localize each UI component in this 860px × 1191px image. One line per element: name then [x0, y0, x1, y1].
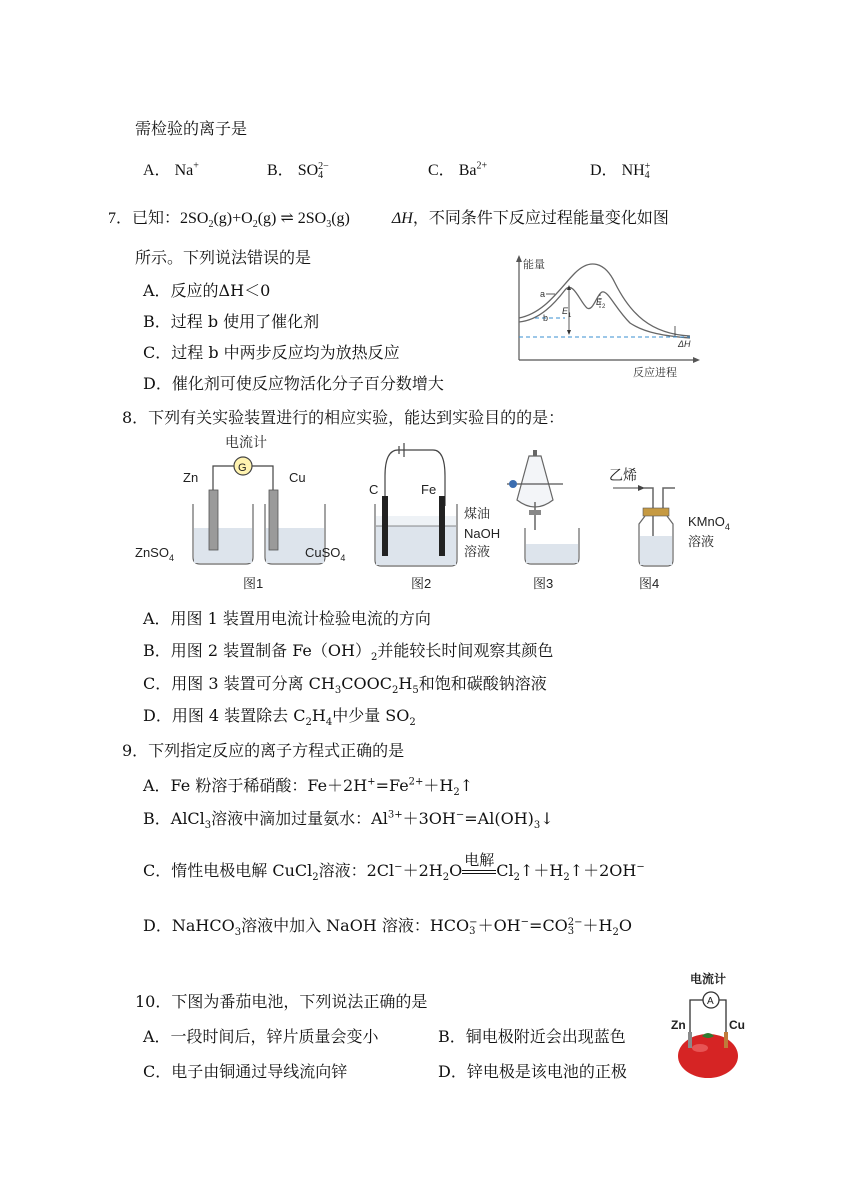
svg-text:E: E: [562, 306, 569, 316]
svg-text:电流计: 电流计: [690, 972, 727, 986]
q9-stem: 9．下列指定反应的离子方程式正确的是: [122, 741, 405, 760]
q7-option-b: B．过程 b 使用了催化剂: [143, 312, 320, 331]
q7-stem-line1: 7．已知：$2SO_2(g)+O_2(g)$ ⇌ $2SO_3(g)$ ΔH，不同条件下反应过程能量变化如图: [108, 210, 669, 231]
svg-text:图3: 图3: [533, 576, 554, 591]
svg-text:Cu: Cu: [289, 470, 306, 485]
q6-option-c: C． $Ba^{2+}$: [428, 160, 488, 179]
svg-text:Cu: Cu: [729, 1018, 745, 1032]
svg-text:图1: 图1: [243, 576, 264, 591]
q10-option-a: A．一段时间后，锌片质量会变小: [143, 1027, 379, 1046]
q7-option-a: A．反应的ΔH＜0: [143, 281, 271, 300]
reaction-progress-label: 反应进程: [633, 367, 677, 379]
svg-text:E: E: [596, 297, 603, 307]
svg-text:2: 2: [602, 304, 606, 310]
curve-a: [519, 264, 690, 336]
electrolysis-condition: 电解: [462, 849, 496, 883]
svg-text:ΔH: ΔH: [678, 339, 691, 349]
q8-figures: [133, 432, 773, 596]
svg-text:b: b: [543, 313, 549, 323]
figure-2-electrolysis: [369, 443, 500, 591]
q7-energy-diagram: [505, 248, 705, 387]
q6-option-d: D． NH + 4: [590, 161, 651, 182]
q6-option-b: B． SO 2− 4: [267, 161, 329, 182]
svg-text:1: 1: [568, 313, 572, 319]
tomato-battery-figure: [668, 966, 768, 1085]
q9-option-b: B．AlCl$_3$溶液中滴加过量氨水：$Al^{3+}+3OH^-=Al(OH)_3↓$: [143, 809, 554, 832]
q7-stem-line2: 所示。下列说法错误的是: [135, 248, 312, 267]
q10-stem: 10．下图为番茄电池，下列说法正确的是: [135, 992, 428, 1011]
q8-option-b: B．用图 2 装置制备 $Fe(OH)_2$并能较长时间观察其颜色: [143, 641, 554, 664]
figure-3-separatory-funnel: [507, 450, 579, 591]
q7-option-d: D．催化剂可使反应物活化分子百分数增大: [143, 374, 444, 393]
q8-stem: 8．下列有关实验装置进行的相应实验，能达到实验目的的是：: [122, 408, 565, 427]
svg-text:溶液: 溶液: [464, 544, 491, 559]
q9-option-d: D．NaHCO$_3$溶液中加入 NaOH 溶液：HCO − 3 ＋OH−=CO 2− 3 $+H_2O$: [143, 916, 633, 939]
q9-option-a: A．Fe 粉溶于稀硝酸：$Fe+2H^+=Fe^{2+}+H_2↑$: [143, 776, 474, 799]
svg-text:Fe: Fe: [421, 482, 437, 497]
energy-axis-label: 能量: [523, 259, 545, 271]
figure-4-gas-washing-bottle: [609, 467, 730, 591]
svg-text:G: G: [238, 462, 247, 474]
svg-text:溶液: 溶液: [688, 534, 715, 549]
svg-text:图4: 图4: [639, 576, 660, 591]
svg-text:NaOH: NaOH: [464, 526, 501, 541]
svg-text:Zn: Zn: [671, 1018, 686, 1032]
svg-text:A: A: [707, 996, 714, 1007]
svg-text:图2: 图2: [411, 576, 432, 591]
q10-option-c: C．电子由铜通过导线流向锌: [143, 1062, 348, 1081]
svg-text:Zn: Zn: [183, 470, 199, 485]
svg-text:C: C: [369, 482, 379, 497]
svg-text:ZnSO4: ZnSO$_4$: [135, 545, 174, 563]
q8-option-a: A．用图 1 装置用电流计检验电流的方向: [143, 609, 431, 628]
svg-text:a: a: [540, 289, 546, 299]
q6-stem-tail: 需检验的离子是: [135, 119, 248, 138]
q10-option-d: D．锌电极是该电池的正极: [438, 1062, 627, 1081]
q9-option-c: C．惰性电极电解 CuCl$_2$溶液：$2Cl^-+2H_2O$ 电解 $Cl_2↑+H_2↑+2OH^-$: [143, 851, 645, 884]
svg-text:乙烯: 乙烯: [609, 467, 637, 483]
svg-text:KMnO4: KMnO$_4$: [688, 514, 730, 532]
q8-option-d: D．用图 4 装置除去 $C_2H_4$中少量 $SO_2$: [143, 706, 416, 729]
figure-1-galvanic-cell: [135, 434, 345, 591]
q10-option-b: B．铜电极附近会出现蓝色: [438, 1027, 626, 1046]
q8-option-c: C．用图 3 装置可分离 $CH_3COOC_2H_5$和饱和碳酸钠溶液: [143, 674, 547, 697]
svg-text:电流计: 电流计: [225, 434, 267, 450]
svg-text:煤油: 煤油: [464, 506, 491, 521]
svg-text:CuSO4: CuSO$_4$: [305, 545, 346, 563]
q7-option-c: C．过程 b 中两步反应均为放热反应: [143, 343, 400, 362]
q6-option-a: A． Na+: [143, 160, 199, 179]
